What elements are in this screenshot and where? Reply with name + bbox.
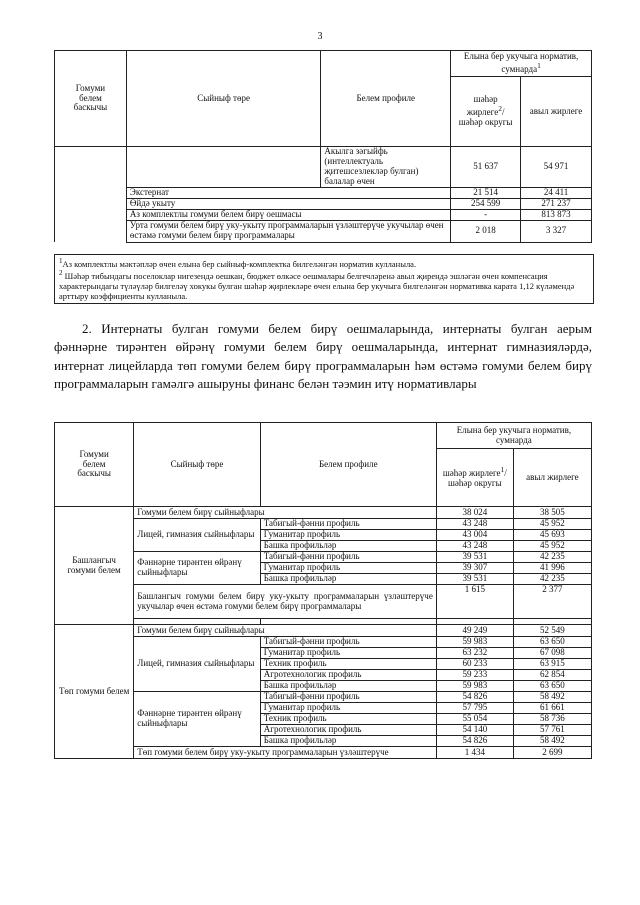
profile-label: Гуманитар профиль [260,563,436,574]
city-value: 1 434 [436,747,513,759]
profile-label: Гуманитар профиль [260,703,436,714]
rural-value: 3 327 [521,220,592,242]
city-value: 43 004 [436,530,513,541]
profile-label: Табигый-фәнни профиль [260,552,436,563]
rural-value: 42 235 [513,552,591,563]
rural-value: 63 915 [513,659,591,670]
row-label: Төп гомуми белем бирү уку-укыту программаларын үзләштерүче [134,747,437,759]
rural-value: 61 661 [513,703,591,714]
class-cell-empty [126,147,320,188]
header-level: Гомуми белем баскычы [55,423,134,507]
footnote-2: $^2$ Шәһәр тибындагы поселоклар нигезендә оешкан, бюджет өлкәсе оешмалары белгечләренә авыл җирендә эшләгән өчен компенсация характерындагы түләүләр билгеләү хокукы булган шәһәр җирлекләре өчен елына бер укучыга билгеләнгән нормативка карата 1,12 күләмендә арттыру коэффициенты кулланыла. [59,269,575,302]
row-label: Өйдә укыту [126,198,450,209]
rural-value: 63 650 [513,637,591,648]
city-value: 63 232 [436,648,513,659]
city-value: 38 024 [436,507,513,519]
profile-label: Техник профиль [260,714,436,725]
profile-label: Табигый-фәнни профиль [260,692,436,703]
row-label: Башлангыч гомуми белем бирү уку-укыту программаларын үзләштерүче укучылар өчен өстәмә гомуми белем бирү программалары [134,585,437,619]
rural-value: 52 549 [513,625,591,637]
row-label: Аз комплектлы гомуми белем бирү оешмасы [126,209,450,220]
class-lyceum: Лицей, гимназия сыйныфлары [134,637,261,692]
level-main: Төп гомуми белем [55,625,134,759]
rural-value: 58 492 [513,692,591,703]
city-value: 54 826 [436,736,513,747]
rural-value: 58 736 [513,714,591,725]
class-advanced: Фәннәрне тирәнтен өйрәнү сыйныфлары [134,552,261,585]
row-label: Гомуми белем бирү сыйныфлары [134,507,437,519]
header-rural: авыл жирлеге [513,449,591,507]
rural-value: 42 235 [513,574,591,585]
rural-value: 57 761 [513,725,591,736]
profile-label: Табигый-фәнни профиль [260,637,436,648]
city-value: 43 248 [436,519,513,530]
header-rural: авыл жирлеге [521,77,592,147]
row-label: Экстернат [126,187,450,198]
city-value: 59 983 [436,681,513,692]
section-paragraph: 2. Интернаты булган гомуми белем бирү оешмаларында, интернаты булган аерым фәннәрне тирәнтен өйрәнү гомуми белем бирү оешмаларында, интернат гимназияләрдә, интернат лицейларда төп гомуми белем бирү программаларын һәм өстәмә гомуми белем бирү программаларын гамәлгә ашыруны финанс белән тәэмин итү нормативлары [54,321,592,392]
rural-value: 45 693 [513,530,591,541]
city-value: 54 140 [436,725,513,736]
city-value: 59 983 [436,637,513,648]
city-value: 54 826 [436,692,513,703]
page-number: 3 [317,31,323,42]
city-value: 57 795 [436,703,513,714]
rural-value: 271 237 [521,198,592,209]
header-normative: Елына бер укучыга норматив, сумнарда [436,423,591,449]
level-cell-empty [55,147,127,243]
profile-label: Башка профильләр [260,681,436,692]
profile-label: Агротехнологик профиль [260,670,436,681]
rural-value: 63 650 [513,681,591,692]
city-value: 39 307 [436,563,513,574]
city-value: 39 531 [436,574,513,585]
header-class-type: Сыйныф төре [126,51,320,147]
normatives-table-2 [54,422,592,759]
row-label: Гомуми белем бирү сыйныфлары [134,625,437,637]
city-value: 254 599 [451,198,521,209]
profile-label: Гуманитар профиль [260,648,436,659]
city-value: 60 233 [436,659,513,670]
city-value: 21 514 [451,187,521,198]
rural-value: 2 699 [513,747,591,759]
profile-label: Агротехнологик профиль [260,725,436,736]
rural-value: 45 952 [513,541,591,552]
city-value: 2 018 [451,220,521,242]
header-class-type: Сыйныф төре [134,423,261,507]
rural-value: 38 505 [513,507,591,519]
footnote-1: $^1$Аз комплектлы мәктәпләр өчен елына бер сыйныф-комплектка билгеләнгән норматив кулланыла. [59,257,417,269]
header-level: Гомуми белем баскычы [55,51,127,147]
city-value: 39 531 [436,552,513,563]
header-city: шәһәр жирлеге$^1$/ шәһәр округы [436,449,513,507]
row-label: Акылга зәгыйфь (интеллектуаль җитешсезлекләр булган) балалар өчен [321,147,451,188]
header-city: шәһәр жирлеге$^2$/ шәһәр округы [451,77,521,147]
rural-value: 62 854 [513,670,591,681]
rural-value: 54 971 [521,147,592,188]
level-basic: Башлангыч гомуми белем [55,507,134,625]
profile-label: Башка профильләр [260,736,436,747]
profile-label: Техник профиль [260,659,436,670]
city-value: 55 054 [436,714,513,725]
city-value: 51 637 [451,147,521,188]
class-advanced: Фәннәрне тирәнтен өйрәнү сыйныфлары [134,692,261,747]
profile-label: Гуманитар профиль [260,530,436,541]
city-value: 43 248 [436,541,513,552]
class-lyceum: Лицей, гимназия сыйныфлары [134,519,261,552]
header-profile: Белем профиле [321,51,451,147]
row-label: Урта гомуми белем бирү уку-укыту программаларын үзләштерүче укучылар өчен өстәмә гомуми белем бирү программалары [126,220,450,242]
header-profile: Белем профиле [260,423,436,507]
rural-value: 24 411 [521,187,592,198]
city-value: 59 233 [436,670,513,681]
city-value: 1 615 [436,585,513,619]
profile-label: Башка профильләр [260,574,436,585]
rural-value: 813 873 [521,209,592,220]
rural-value: 2 377 [513,585,591,619]
profile-label: Табигый-фәнни профиль [260,519,436,530]
city-value: 49 249 [436,625,513,637]
city-value: - [451,209,521,220]
rural-value: 67 098 [513,648,591,659]
footnotes [54,254,594,304]
rural-value: 45 952 [513,519,591,530]
rural-value: 41 996 [513,563,591,574]
profile-label: Башка профильләр [260,541,436,552]
header-normative: Елына бер укучыга норматив, сумнарда$^1$ [451,51,592,77]
rural-value: 58 492 [513,736,591,747]
normatives-table-1 [54,50,592,243]
